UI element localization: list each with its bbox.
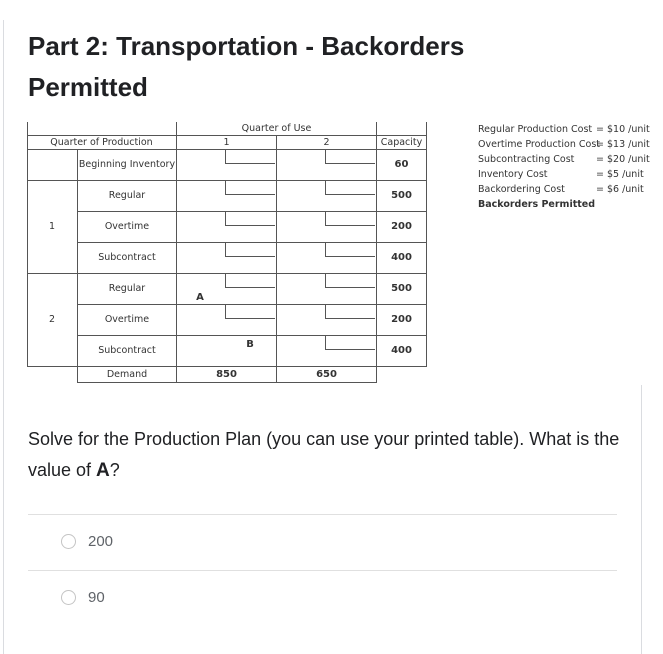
cost-box [325, 150, 375, 164]
demand-col-1: 850 [216, 369, 237, 380]
row-q1-overtime: Overtime [104, 221, 150, 232]
row-q2-subcontract: Subcontract [98, 345, 156, 356]
form-card-right-border [641, 385, 642, 654]
cost-box [325, 274, 375, 288]
form-card-left-border [3, 20, 4, 654]
capacity-q1-subcontract: 400 [391, 252, 412, 263]
cost-box [225, 274, 275, 288]
row-q1-regular: Regular [108, 190, 146, 201]
question-text [28, 424, 628, 486]
divider [28, 570, 617, 571]
cost-box [325, 212, 375, 226]
param-label: Overtime Production Cost [478, 139, 601, 150]
param-label: Subcontracting Cost [478, 154, 575, 165]
param-value: = $6 /unit [596, 184, 644, 195]
cost-box [325, 181, 375, 195]
capacity-q1-regular: 500 [391, 190, 412, 201]
cost-box [225, 305, 275, 319]
header-col-2: 2 [323, 137, 330, 148]
answer-option-200[interactable] [61, 533, 113, 550]
header-quarter-of-use: Quarter of Use [241, 123, 312, 134]
marker-a: A [196, 292, 204, 303]
capacity-q2-overtime: 200 [391, 314, 412, 325]
option-label: 90 [88, 589, 105, 606]
quarter-1-label: 1 [48, 221, 56, 232]
param-label: Backordering Cost [478, 184, 565, 195]
answer-option-90[interactable] [61, 589, 105, 606]
capacity-q1-overtime: 200 [391, 221, 412, 232]
marker-b: B [246, 339, 254, 350]
param-value: = $13 /unit [596, 139, 650, 150]
table-rule [77, 382, 377, 383]
question-end: ? [109, 460, 120, 480]
question-variable: A [96, 460, 110, 481]
divider [28, 514, 617, 515]
row-q2-regular: Regular [108, 283, 146, 294]
param-value: = $5 /unit [596, 169, 644, 180]
question-body: Solve for the Production Plan (you can use your printed table). What is the value of [28, 429, 620, 480]
capacity-q2-subcontract: 400 [391, 345, 412, 356]
table-rule [276, 135, 277, 382]
backorders-note: Backorders Permitted [478, 199, 596, 210]
header-col-1: 1 [223, 137, 230, 148]
cost-box [225, 150, 275, 164]
radio-button[interactable] [61, 590, 76, 605]
capacity-q2-regular: 500 [391, 283, 412, 294]
cost-box [325, 305, 375, 319]
cost-box [225, 181, 275, 195]
cost-box [325, 336, 375, 350]
demand-col-2: 650 [316, 369, 337, 380]
table-rule [426, 122, 427, 366]
table-rule [176, 122, 177, 382]
question-title: Part 2: Transportation - Backorders Permitted [28, 31, 465, 102]
quarter-2-label: 2 [48, 314, 56, 325]
header-quarter-of-production: Quarter of Production [50, 137, 153, 148]
param-value: = $20 /unit [596, 154, 650, 165]
cost-box [225, 212, 275, 226]
option-label: 200 [88, 533, 114, 550]
row-q2-overtime: Overtime [104, 314, 150, 325]
row-q1-subcontract: Subcontract [98, 252, 156, 263]
cost-box [325, 243, 375, 257]
table-rule [27, 122, 28, 366]
table-rule [27, 366, 427, 367]
demand-label: Demand [106, 369, 148, 380]
table-rule [27, 135, 427, 136]
capacity-beginning-inventory: 60 [394, 159, 409, 170]
param-label: Regular Production Cost [478, 124, 593, 135]
row-beginning-inventory: Beginning Inventory [78, 159, 176, 170]
param-label: Inventory Cost [478, 169, 548, 180]
cost-box [225, 243, 275, 257]
radio-button[interactable] [61, 534, 76, 549]
header-capacity: Capacity [380, 137, 423, 148]
param-value: = $10 /unit [596, 124, 650, 135]
